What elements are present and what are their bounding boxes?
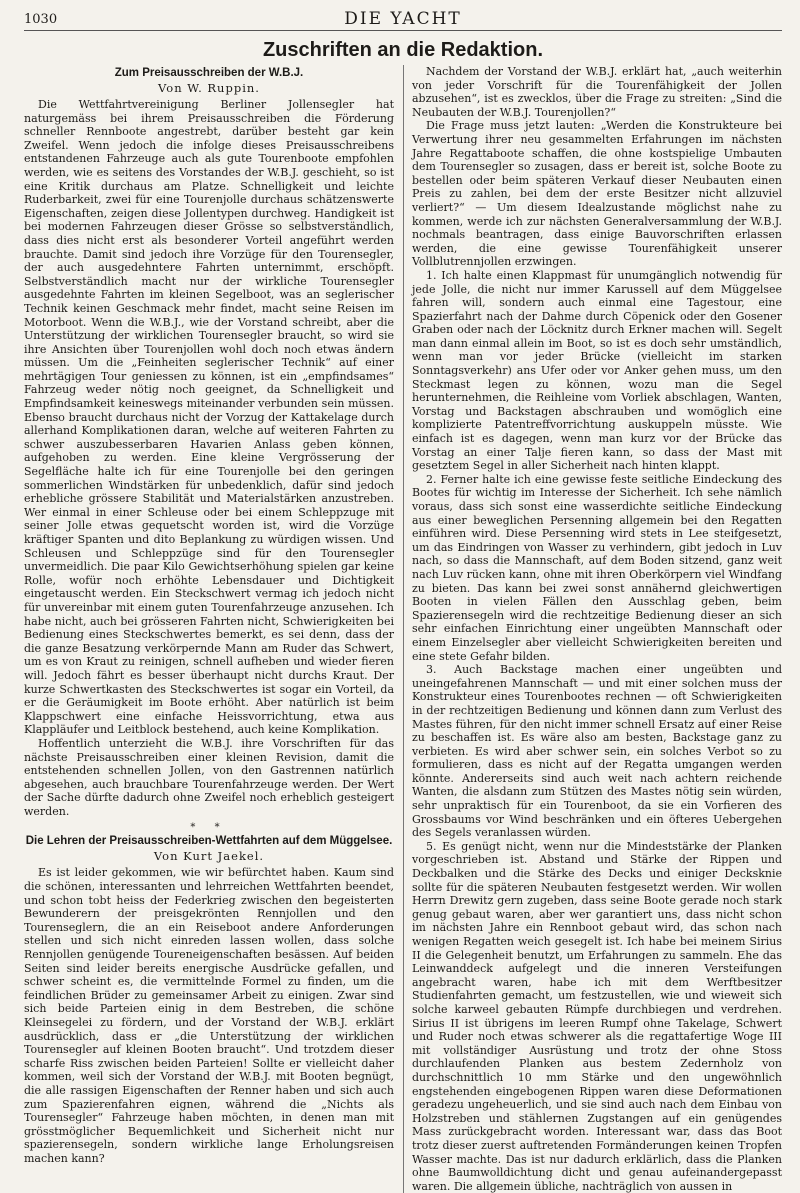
article1-paragraph: Hoffentlich unterzieht die W.B.J. ihre Vorschriften für das nächste Preisausschreiben einer kleinen Revision, damit die entstehenden schnellen Jollen, von den Gastrennen natürlich abgesehen, auch brauchbare Tourenfahrzeuge werden. Der Wert der Sache dürfte dadurch ohne Zweifel noch erheblich gesteigert werden. (24, 736, 394, 818)
text-columns (24, 65, 782, 1193)
article1-paragraph: Die Wettfahrtvereinigung Berliner Jollensegler hat naturgemäss bei ihrem Preisausschreiben die Förderung schneller Rennboote angestrebt, darüber besteht gar kein Zweifel. Wenn jedoch die infolge dieses Preisausschreibens entstandenen Fahrzeuge auch als gute Tourenboote empfohlen werden, wie es seitens des Vorstandes der W.B.J. geschieht, so ist eine Kritik durchaus am Platze. Schnelligkeit und leichte Ruderbarkeit, zwei für eine Tourenjolle durchaus schätzenswerte Eigenschaften, zeigen diese Jollentypen durchweg. Handigkeit ist bei modernen Fahrzeugen dieser Grösse so selbstverständlich, dass dies nicht erst als besonderer Vorteil angeführt werden brauchte. Damit sind jedoch ihre Vorzüge für den Tourensegler, der auch ausgedehntere Fahrten unternimmt, erschöpft. Selbstverständlich macht nur der wirkliche Tourensegler ausgedehnte Fahrten im kleinen Segelboot, was an seglerischer Technik keinen Geschmack mehr findet, macht seine Reisen im Motorboot. Wenn die W.B.J., wie der Vorstand schreibt, aber die Unterstützung der wirklichen Tourensegler braucht, so wird sie ihre Ansichten über Tourenjollen wohl doch noch etwas ändern müssen. Um die „Feinheiten seglerischer Technik“ auf einer mehrtägigen Tour geniessen zu können, ist ein „empfindsames“ Fahrzeug weder nötig noch geeignet, da Schnelligkeit und Empfindsamkeit keineswegs miteinander verbunden sein müssen. Ebenso braucht durchaus nicht der Vorzug der Kattakelage durch allerhand Komplikationen daran, welche auf weiteren Fahrten zu schwer auszubesserbaren Havarien Anlass geben können, aufgehoben zu werden. Eine kleine Vergrösserung der Segelfläche halte ich für eine Tourenjolle bei den geringen sommerlichen Windstärken für unbedenklich, dafür sind jedoch erhebliche grössere Stabilität und Materialstärken anzustreben. Wer einmal in einer Schleuse oder bei einem Schleppzuge mit seiner Jolle etwas gequetscht worden ist, wird die Vorzüge kräftiger Spanten und dito Beplankung zu würdigen wissen. Und Schleusen und Schleppzüge sind für den Tourensegler unvermeidlich. Die paar Kilo Gewichtserhöhung spielen gar keine Rolle, wofür noch erhöhte Lebensdauer und Dichtigkeit eingetauscht werden. Ein Steckschwert vermag ich jedoch nicht für unvereinbar mit einem guten Tourenfahrzeuge anzusehen. Ich habe nicht, auch bei grösseren Fahrten nicht, Schwierigkeiten bei Bedienung eines Steckschwertes bemerkt, es sei denn, dass der die ganze Besatzung verkörpernde Mann am Ruder das Schwert, um es von Kraut zu reinigen, schnell aufheben und wieder fieren will. Jedoch fährt es besser überhaupt nicht durchs Kraut. Der kurze Schwertkasten des Steckschwertes ist sogar ein Vorteil, da er die Geräumigkeit im Boote erhöht. Aber natürlich ist beim Klappschwert eine einfache Heissvorrichtung, etwa aus Klappläufer und Leitblock bestehend, auch keine Komplikation. (24, 98, 394, 737)
right-paragraph: 2. Ferner halte ich eine gewisse feste seitliche Eindeckung des Bootes für wichtig im Interesse der Sicherheit. Ich sehe nämlich voraus, dass sich sonst eine wasserdichte seitliche Eindeckung aus einer beweglichen Persenning allgemein bei den Regatten einführen wird. Diese Persenning wird stets in Lee steifgesetzt, um das Eindringen von Wasser zu verhindern, gibt jedoch in Luv nach, so dass die Mannschaft, auf dem Boden sitzend, ganz weit nach Luv rücken kann, ohne mit ihren Oberkörpern viel Windfang zu bieten. Das kann bei zwei sonst annähernd gleichwertigen Booten in vielen Fällen den Ausschlag geben, beim Spazierensegeln wird die rechtzeitige Bedienung dieser an sich sehr einfachen Einrichtung einer ungeübten Mannschaft oder einem Einzelsegler aber vielleicht Schwierigkeiten bereiten und eine stete Gefahr bilden. (412, 472, 782, 663)
left-column (24, 65, 394, 1193)
article1-byline: Von W. Ruppin. (158, 81, 260, 95)
article2-byline: Von Kurt Jaekel. (153, 849, 265, 864)
article2-paragraph: Es ist leider gekommen, wie wir befürchtet haben. Kaum sind die schönen, interessanten und lehrreichen Wettfahrten beendet, und schon tobt heiss der Federkrieg zwischen den begeisterten Bewunderern der preisgekrönten Rennjollen und den Tourenseglern, die an ein Reiseboot andere Anforderungen stellen und sich nicht einreden lassen wollen, dass solche Rennjollen genügende Toureneigenschaften besässen. Auf beiden Seiten sind leider bereits energische Ausdrücke gefallen, und schwer scheint es, die vermittelnde Formel zu finden, um die feindlichen Brüder zu gemeinsamer Arbeit zu einigen. Zwar sind sich beide Parteien einig in dem Bestreben, die schöne Kleinsegelei zu fördern, und der Vorstand der W.B.J. erklärt ausdrücklich, dass er „die Unterstützung der wirklichen Tourensegler auf kleinen Booten braucht“. Und trotzdem dieser scharfe Riss zwischen beiden Parteien! Sollte er vielleicht daher kommen, weil sich der Vorstand der W.B.J. mit Booten begnügt, die alle rassigen Eigenschaften der Renner haben und sich auch zum Spazierenfahren eignen, während die „Nichts als Tourensegler“ Fahrzeuge haben möchten, in denen man mit grösstmöglicher Bequemlichkeit und Sicherheit nicht nur spazierensegeln, sondern wirkliche lange Erholungsreisen machen kann? (24, 866, 394, 1165)
right-paragraph: Die Frage muss jetzt lauten: „Werden die Konstrukteure bei Verwertung ihrer neu gesammelten Erfahrungen im nächsten Jahre Regattaboote schaffen, die ohne kostspielige Umbauten dem Tourensegler so zusagen, dass er bereit ist, solche Boote zu bestellen oder beim späteren Verkauf dieser Neubauten einen Preis zu zahlen, bei dem der erste Besitzer nicht allzuviel verliert?“ — Um diesem Idealzustande möglichst nahe zu kommen, werde ich zur nächsten Generalversammlung der W.B.J. nochmals beantragen, dass einige Bauvorschriften erlassen werden, die eine gewisse Tourenfähigkeit unserer Vollblutrennjollen erzwingen. (412, 119, 782, 269)
journal-title: DIE YACHT (344, 9, 462, 29)
right-paragraph: Nachdem der Vorstand der W.B.J. erklärt hat, „auch weiterhin von jeder Vorschrift für die Tourenfähigkeit der Jollen abzusehen“, ist es zwecklos, über die Frage zu streiten: „Sind die Neubauten der W.B.J. Tourenjollen?“ (412, 65, 782, 119)
page-number: 1030 (24, 12, 58, 27)
article1-title: Zum Preisausschreiben der W.B.J. (114, 67, 304, 79)
right-column (412, 65, 782, 1193)
running-head (24, 8, 782, 31)
section-title: Zuschriften an die Redaktion. (262, 39, 544, 61)
right-paragraph: 1. Ich halte einen Klappmast für unumgänglich notwendig für jede Jolle, die nicht nur immer Karussell auf dem Müggelsee fahren will, sondern auch einmal eine Tagestour, eine Spazierfahrt nach der Dahme durch Cöpenick oder den Gosener Graben oder nach der Löcknitz durch Erkner machen will. Segelt man dann einmal allein im Boot, so ist es doch sehr umständlich, wenn man vor jeder Brücke (vielleicht im starken Sonntagsverkehr) ans Ufer oder vor Anker gehen muss, um den Steckmast legen zu können, wozu man die Segel herunternehmen, die Reihleine vom Vorliek abschlagen, Wanten, Vorstag und Backstagen abschrauben und womöglich eine komplizierte Patentreffvorrichtung auskuppeln müsste. Wie einfach ist es dagegen, wenn man kurz vor der Brücke das Vorstag an einer Talje fieren kann, so dass der Mast mit gesetztem Segel in aller Sicherheit nach hinten klappt. (412, 268, 782, 473)
right-paragraph: 3. Auch Backstage machen einer ungeübten und uneingefahrenen Mannschaft — und mit einer solchen muss der Konstrukteur eines Tourenbootes rechnen — oft Schwierigkeiten in der rechtzeitigen Bedienung und können dann zum Verlust des Mastes führen, für den nicht immer schnell Ersatz auf einer Reise zu beschaffen ist. Es wäre also am besten, Backstage ganz zu verbieten. Es wird aber schwer sein, ein solches Verbot so zu formulieren, dass es nicht auf der Regatta umgangen werden könnte. Andererseits sind auch weit nach achtern reichende Wanten, die alsdann zum Stützen des Mastes nötig sein würden, sehr unpraktisch für ein Tourenboot, da sie ein Vorfieren des Grossbaums vor Wind beschränken und ein öfteres Uebergehen des Segels veranlassen würden. (412, 663, 782, 840)
section-separator: * * (190, 822, 228, 834)
right-paragraph: 5. Es genügt nicht, wenn nur die Mindeststärke der Planken vorgeschrieben ist. Abstand und Stärke der Rippen und Deckbalken und die Stärke des Decks und einiger Decksknie sollte für die späteren Neubauten festgesetzt werden. Wir wollen Herrn Drewitz gern zugeben, dass seine Boote gerade noch stark genug gebaut waren, aber wer garantiert uns, dass nicht schon im nächsten Jahre ein Rennboot gebaut wird, das schon nach wenigen Regatten weich gesegelt ist. Ich habe bei meinem Sirius II die Gelegenheit benutzt, um Erfahrungen zu sammeln. Ehe das Leinwanddeck aufgelegt und die inneren Versteifungen angebracht waren, habe ich mit dem Werftbesitzer Studienfahrten gemacht, um festzustellen, wie und wieweit sich solche karweel gebauten Rümpfe durchbiegen und verdrehen. Sirius II ist übrigens im leeren Rumpf ohne Takelage, Schwert und Ruder noch etwas schwerer als die regattafertige Woge III mit vollständiger Ausrüstung und trotz der ohne Stoss durchlaufenden Planken aus bestem Zedernholz von durchschnittlich 10 mm Stärke und den ungewöhnlich engstehenden eingebogenen Rippen waren diese Deformationen geradezu ungeheuerlich, und sie sind auch nach dem Einbau von Holzstreben und stählernen Zugstangen auf ein genügendes Mass zurückgebracht worden. Interessant war, dass das Boot trotz dieser zuerst auftretenden Formänderungen keinen Tropfen Wasser machte. Das ist nur dadurch erklärlich, dass die Planken ohne Baumwolldichtung dicht und genau aufeinandergepasst waren. Die allgemein übliche, nachträglich von aussen in (412, 839, 782, 1193)
article2-title: Die Lehren der Preisausschreiben-Wettfahrten auf dem Müggelsee. (25, 835, 393, 848)
